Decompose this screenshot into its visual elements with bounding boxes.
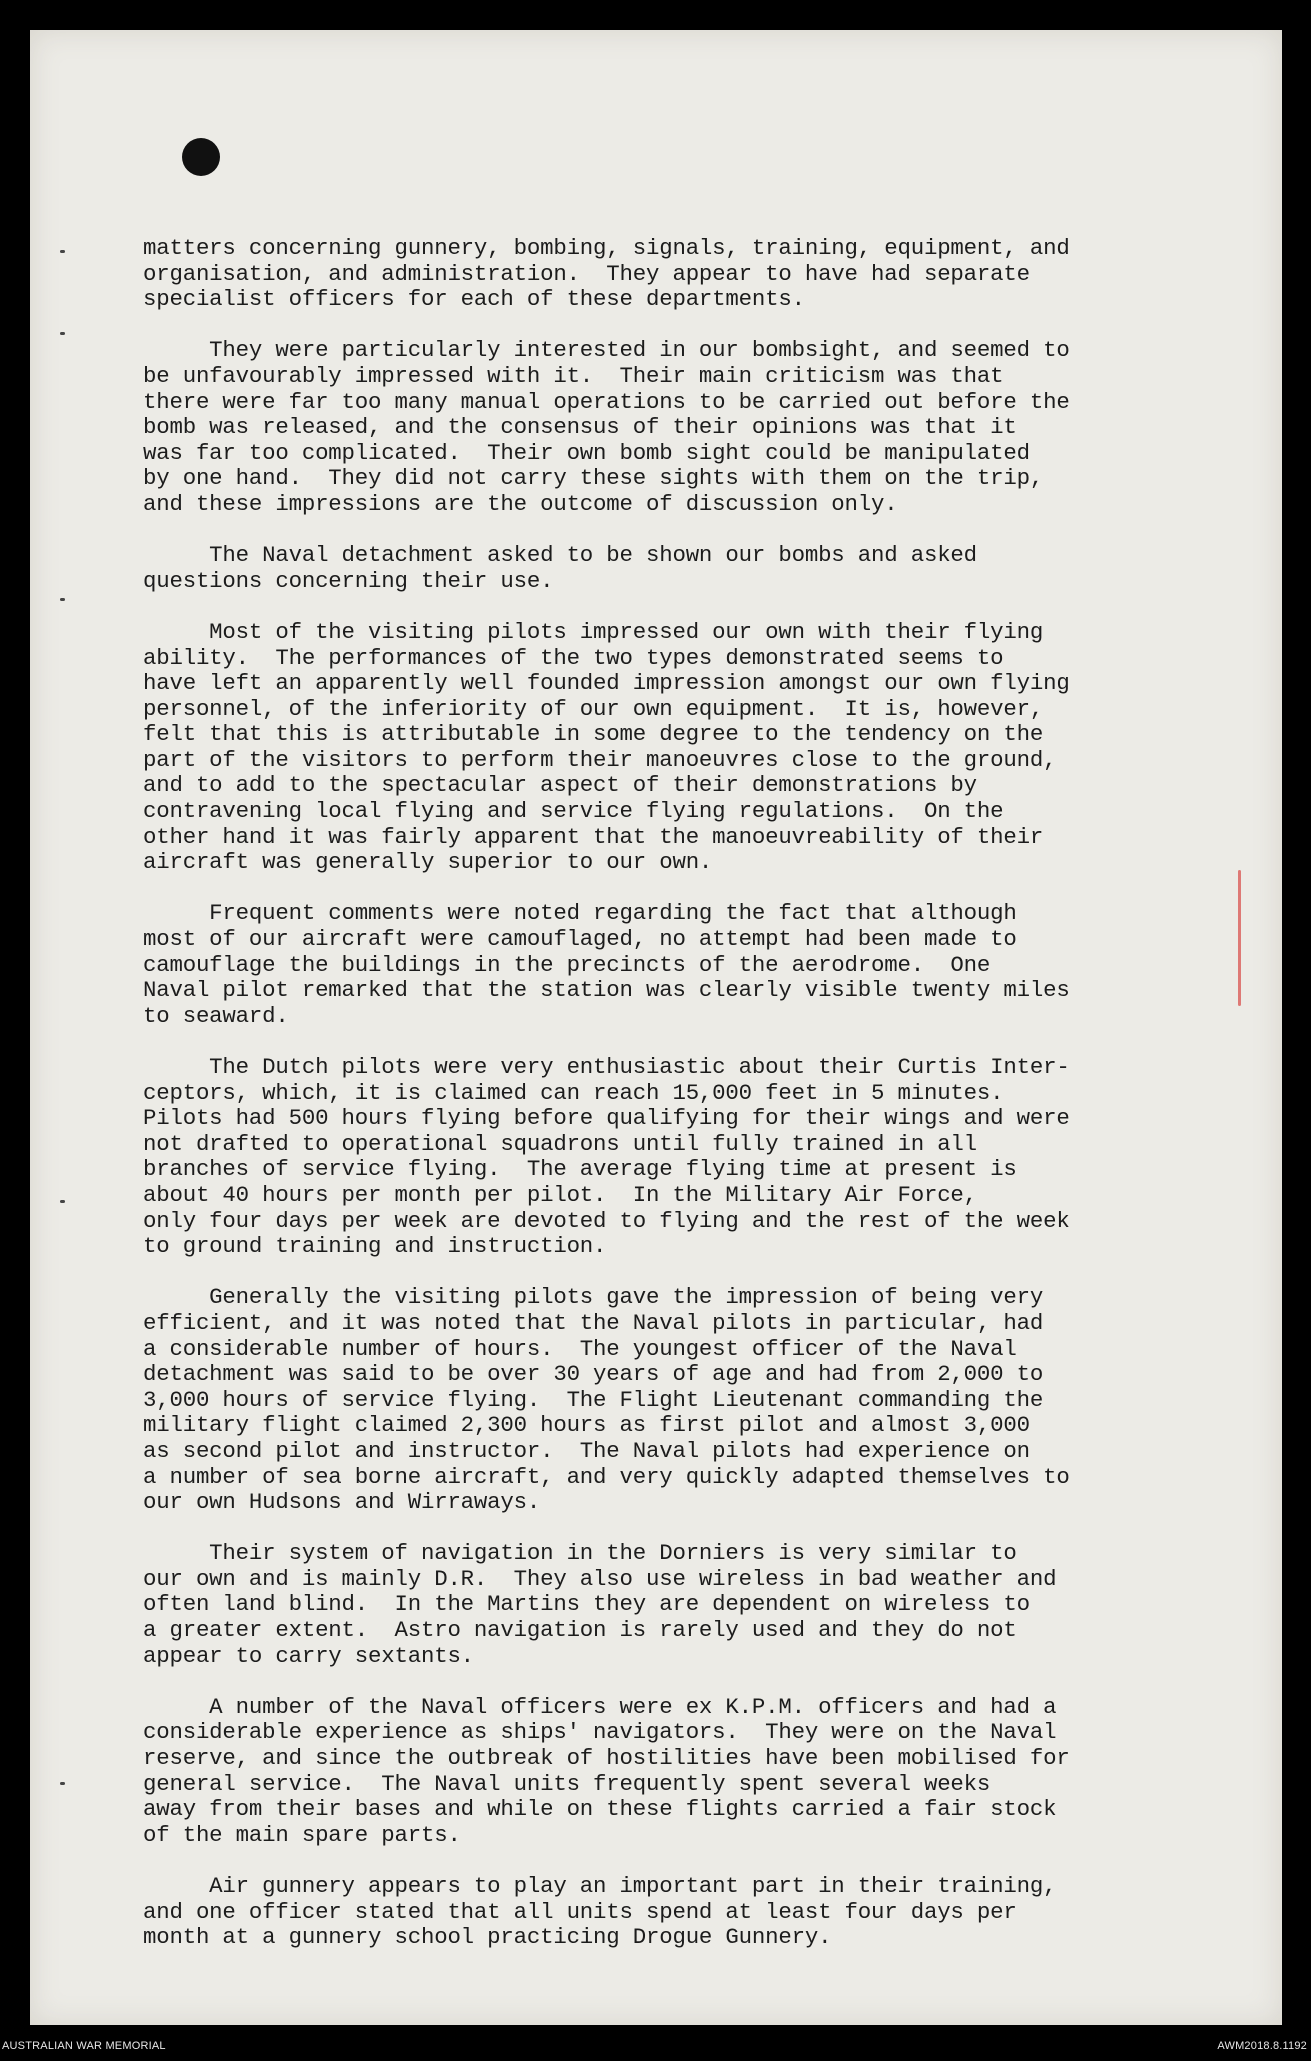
text-line: other hand it was fairly apparent that the manoeuvreability of their [143,823,1044,850]
paragraph [143,1874,1213,1951]
text-line: only four days per week are devoted to flying and the rest of the week [143,1207,1070,1234]
text-line: away from their bases and while on these flights carried a fair stock [143,1796,1057,1823]
text-line: They were particularly interested in our bombsight, and seemed to [143,337,1070,364]
text-line: ceptors, which, it is claimed can reach 15,000 feet in 5 minutes. [143,1079,1004,1106]
paragraph [143,1695,1213,1849]
text-line: and to add to the spectacular aspect of their demonstrations by [143,772,977,799]
text-line: Naval pilot remarked that the station was clearly visible twenty miles [143,977,1070,1004]
text-line: contravening local flying and service flying regulations. On the [143,798,1004,825]
text-line: Their system of navigation in the Dorniers is very similar to [143,1540,1017,1567]
punch-hole [182,138,220,176]
text-line: a number of sea borne aircraft, and very quickly adapted themselves to [143,1463,1070,1490]
text-line: reserve, and since the outbreak of hostilities have been mobilised for [143,1745,1070,1772]
paragraph [143,543,1213,594]
text-line: as second pilot and instructor. The Naval pilots had experience on [143,1437,1030,1464]
text-line: appear to carry sextants. [143,1642,474,1669]
margin-mark [60,250,65,253]
text-line: our own and is mainly D.R. They also use wireless in bad weather and [143,1565,1057,1592]
text-line: branches of service flying. The average flying time at present is [143,1156,1017,1183]
text-line: The Naval detachment asked to be shown our bombs and asked [143,542,977,569]
paragraph [143,1541,1213,1669]
footer-reference-number: AWM2018.8.1192 [1217,2040,1307,2052]
text-line: be unfavourably impressed with it. Their main criticism was that [143,362,1004,389]
text-line: most of our aircraft were camouflaged, no attempt had been made to [143,926,1017,953]
text-line: often land blind. In the Martins they are dependent on wireless to [143,1591,1030,1618]
text-line: matters concerning gunnery, bombing, signals, training, equipment, and [143,235,1070,261]
red-pencil-mark [1238,870,1241,1006]
text-line: bomb was released, and the consensus of their opinions was that it [143,414,1017,441]
text-line: our own Hudsons and Wirraways. [143,1489,541,1516]
text-line: a greater extent. Astro navigation is rarely used and they do not [143,1617,1017,1644]
text-line: a considerable number of hours. The youngest officer of the Naval [143,1335,1017,1362]
text-line: have left an apparently well founded impression amongst our own flying [143,670,1070,697]
paragraph [143,620,1213,876]
paragraph [143,1285,1213,1515]
text-line: there were far too many manual operations to be carried out before the [143,388,1070,415]
document-body [143,236,1213,1976]
text-line: personnel, of the inferiority of our own equipment. It is, however, [143,695,1044,722]
margin-mark [60,1782,65,1785]
text-line: and these impressions are the outcome of discussion only. [143,490,898,517]
text-line: organisation, and administration. They appear to have had separate [143,260,1030,287]
text-line: general service. The Naval units frequently spent several weeks [143,1770,991,1797]
text-line: military flight claimed 2,300 hours as first pilot and almost 3,000 [143,1412,1030,1439]
text-line: questions concerning their use. [143,567,554,594]
text-line: 3,000 hours of service flying. The Flight Lieutenant commanding the [143,1386,1044,1413]
text-line: The Dutch pilots were very enthusiastic about their Curtis Inter- [143,1054,1070,1080]
margin-mark [60,1200,65,1203]
text-line: detachment was said to be over 30 years of age and had from 2,000 to [143,1361,1044,1388]
text-line: Most of the visiting pilots impressed our own with their flying [143,618,1044,645]
text-line: camouflage the buildings in the precincts of the aerodrome. One [143,951,991,978]
text-line: part of the visitors to perform their manoeuvres close to the ground, [143,746,1057,773]
text-line: Air gunnery appears to play an important part in their training, [143,1873,1057,1899]
text-line: efficient, and it was noted that the Naval pilots in particular, had [143,1309,1044,1336]
paragraph [143,1055,1213,1260]
text-line: to ground training and instruction. [143,1233,607,1260]
text-line: aircraft was generally superior to our own. [143,849,713,876]
text-line: to seaward. [143,1002,289,1029]
text-line: not drafted to operational squadrons until fully trained in all [143,1130,977,1157]
text-line: Frequent comments were noted regarding the fact that although [143,900,1017,927]
text-line: A number of the Naval officers were ex K.P.M. officers and had a [143,1693,1057,1720]
text-line: and one officer stated that all units spend at least four days per [143,1898,1017,1925]
text-line: ability. The performances of the two types demonstrated seems to [143,644,1004,671]
paragraph [143,338,1213,517]
text-line: considerable experience as ships' navigators. They were on the Naval [143,1719,1057,1746]
text-line: about 40 hours per month per pilot. In the Military Air Force, [143,1181,977,1208]
paragraph [143,236,1213,313]
text-line: specialist officers for each of these departments. [143,286,805,313]
text-line: month at a gunnery school practicing Drogue Gunnery. [143,1924,832,1951]
margin-mark [60,598,65,601]
text-line: felt that this is attributable in some degree to the tendency on the [143,721,1044,748]
text-line: Pilots had 500 hours flying before qualifying for their wings and were [143,1105,1070,1132]
text-line: of the main spare parts. [143,1821,461,1848]
text-line: Generally the visiting pilots gave the impression of being very [143,1284,1044,1311]
footer-archive-name: AUSTRALIAN WAR MEMORIAL [2,2040,166,2052]
paragraph [143,901,1213,1029]
margin-mark [60,332,65,335]
text-line: was far too complicated. Their own bomb sight could be manipulated [143,439,1030,466]
text-line: by one hand. They did not carry these sights with them on the trip, [143,465,1044,492]
